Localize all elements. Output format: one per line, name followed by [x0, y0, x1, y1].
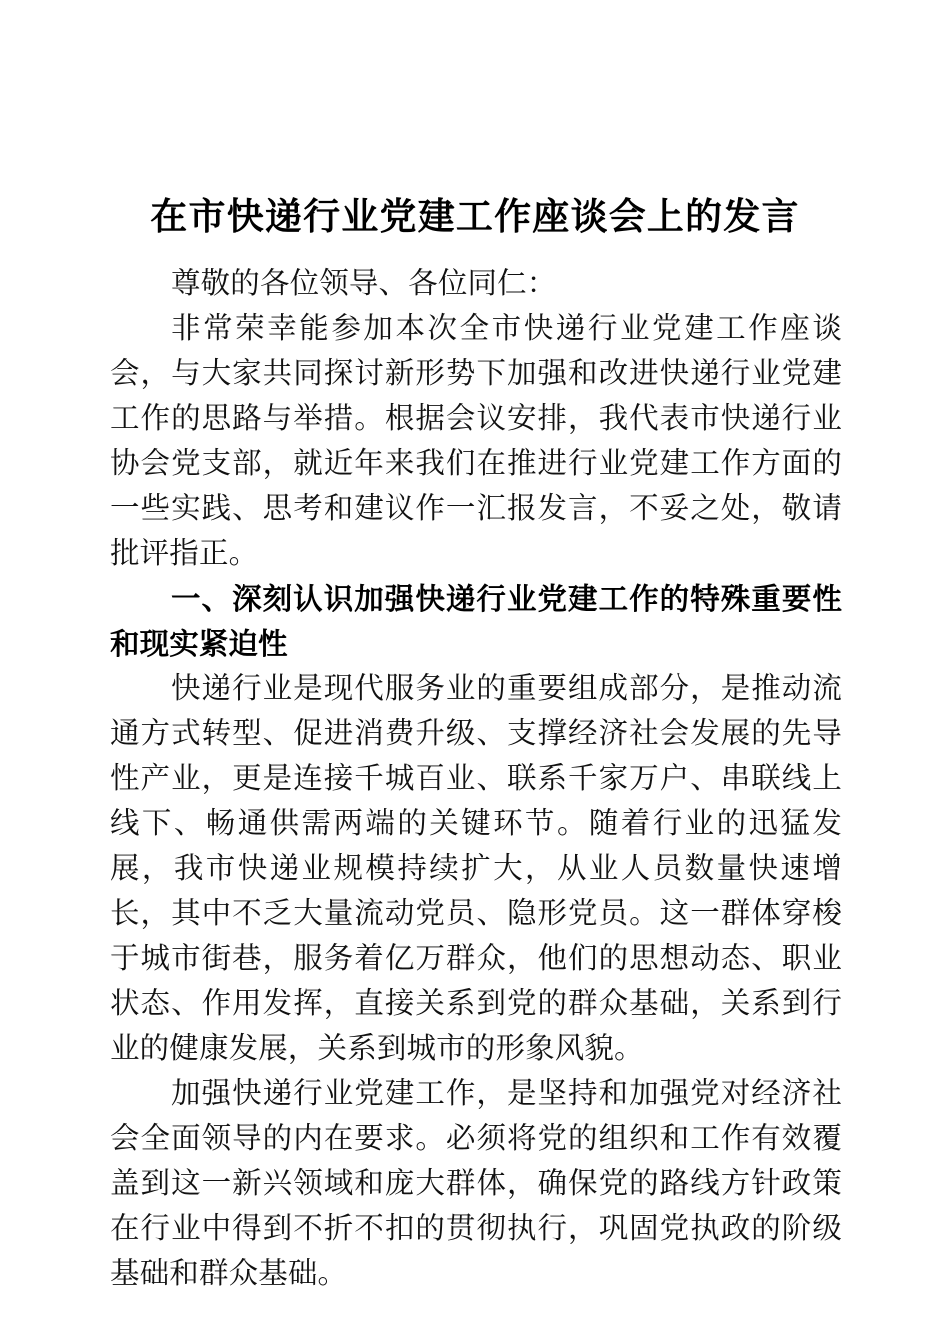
intro-paragraph: 非常荣幸能参加本次全市快递行业党建工作座谈会，与大家共同探讨新形势下加强和改进快递行业党建工作的思路与举措。根据会议安排，我代表市快递行业协会党支部，就近年来我们在推进行业党建工作方面的一些实践、思考和建议作一汇报发言，不妥之处，敬请批评指正。 [110, 313, 842, 570]
document-body [110, 262, 842, 1297]
salutation-paragraph: 尊敬的各位领导、各位同仁： [171, 268, 557, 300]
section-one-heading: 一、深刻认识加强快递行业党建工作的特殊重要性和现实紧迫性 [110, 582, 842, 661]
section-one-paragraph-two: 加强快递行业党建工作，是坚持和加强党对经济社会全面领导的内在要求。必须将党的组织和工作有效覆盖到这一新兴领域和庞大群体，确保党的路线方针政策在行业中得到不折不扣的贯彻执行，巩固党执政的阶级基础和群众基础。 [110, 1078, 842, 1290]
page-title: 在市快递行业党建工作座谈会上的发言 [150, 193, 800, 238]
section-one-paragraph-one: 快递行业是现代服务业的重要组成部分，是推动流通方式转型、促进消费升级、支撑经济社会发展的先导性产业，更是连接千城百业、联系千家万户、串联线上线下、畅通供需两端的关键环节。随着行业的迅猛发展，我市快递业规模持续扩大，从业人员数量快速增长，其中不乏大量流动党员、隐形党员。这一群体穿梭于城市街巷，服务着亿万群众，他们的思想动态、职业状态、作用发挥，直接关系到党的群众基础，关系到行业的健康发展，关系到城市的形象风貌。 [110, 673, 842, 1065]
